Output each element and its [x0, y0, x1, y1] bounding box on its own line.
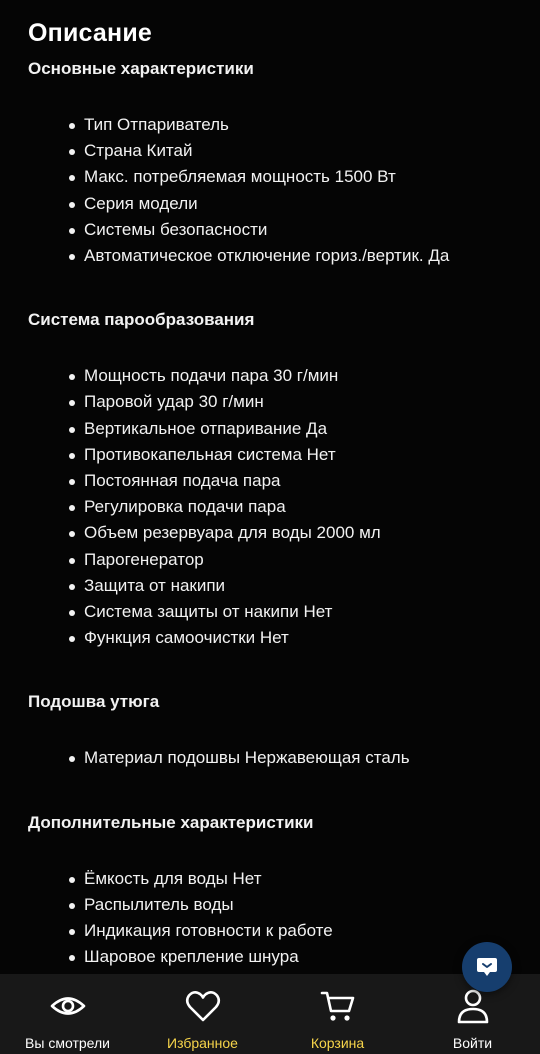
user-icon: [453, 986, 493, 1026]
spec-list-soleplate: [28, 745, 512, 771]
spec-item: Противокапельная система Нет: [84, 442, 512, 468]
spec-item: Защита от накипи: [84, 573, 512, 599]
nav-item-cart[interactable]: [270, 974, 405, 1054]
spec-item: Мощность подачи пара 30 г/мин: [84, 363, 512, 389]
spec-list-steam: [28, 363, 512, 651]
spec-item: Ёмкость для воды Нет: [84, 866, 512, 892]
spec-item: Паровой удар 30 г/мин: [84, 389, 512, 415]
section-title-main: Основные характеристики: [28, 59, 254, 78]
heart-icon: [183, 986, 223, 1026]
section-title-additional: Дополнительные характеристики: [28, 812, 314, 832]
spec-item: Материал подошвы Нержавеющая сталь: [84, 745, 512, 771]
nav-item-favorites[interactable]: [135, 974, 270, 1054]
bottom-nav: [0, 974, 540, 1054]
eye-icon: [48, 986, 88, 1026]
spec-item: Объем резервуара для воды 2000 мл: [84, 520, 512, 546]
section-title-steam: Система парообразования: [28, 310, 255, 330]
nav-label-favorites: Избранное: [167, 1035, 238, 1051]
spec-item: Вертикальное отпаривание Да: [84, 416, 512, 442]
spec-item: Парогенератор: [84, 547, 512, 573]
spec-item: Постоянная подача пара: [84, 468, 512, 494]
nav-label-login: Войти: [452, 1035, 493, 1051]
spec-item: Системы безопасности: [84, 217, 512, 243]
nav-label-cart: Корзина: [310, 1035, 365, 1051]
spec-list-main: [28, 112, 512, 269]
nav-item-viewed[interactable]: [0, 974, 135, 1054]
spec-item: Тип Отпариватель: [84, 112, 512, 138]
spec-item: Функция самоочистки Нет: [84, 625, 512, 651]
page-title: Описание: [28, 19, 152, 47]
spec-item: Автоматическое отключение гориз./вертик. Да: [84, 243, 512, 269]
spec-item: Распылитель воды: [84, 892, 512, 918]
section-title-soleplate: Подошва утюга: [28, 692, 160, 712]
nav-label-viewed: Вы смотрели: [25, 1035, 110, 1051]
chat-icon: [474, 954, 500, 980]
cart-icon: [318, 986, 358, 1026]
spec-item: Система защиты от накипи Нет: [84, 599, 512, 625]
spec-item: Индикация готовности к работе: [84, 918, 512, 944]
spec-item: Серия модели: [84, 191, 512, 217]
spec-item: Макс. потребляемая мощность 1500 Вт: [84, 164, 512, 190]
spec-item: Шаровое крепление шнура: [84, 944, 512, 970]
spec-item: Регулировка подачи пара: [84, 494, 512, 520]
chat-button[interactable]: [462, 942, 512, 992]
spec-item: Страна Китай: [84, 138, 512, 164]
